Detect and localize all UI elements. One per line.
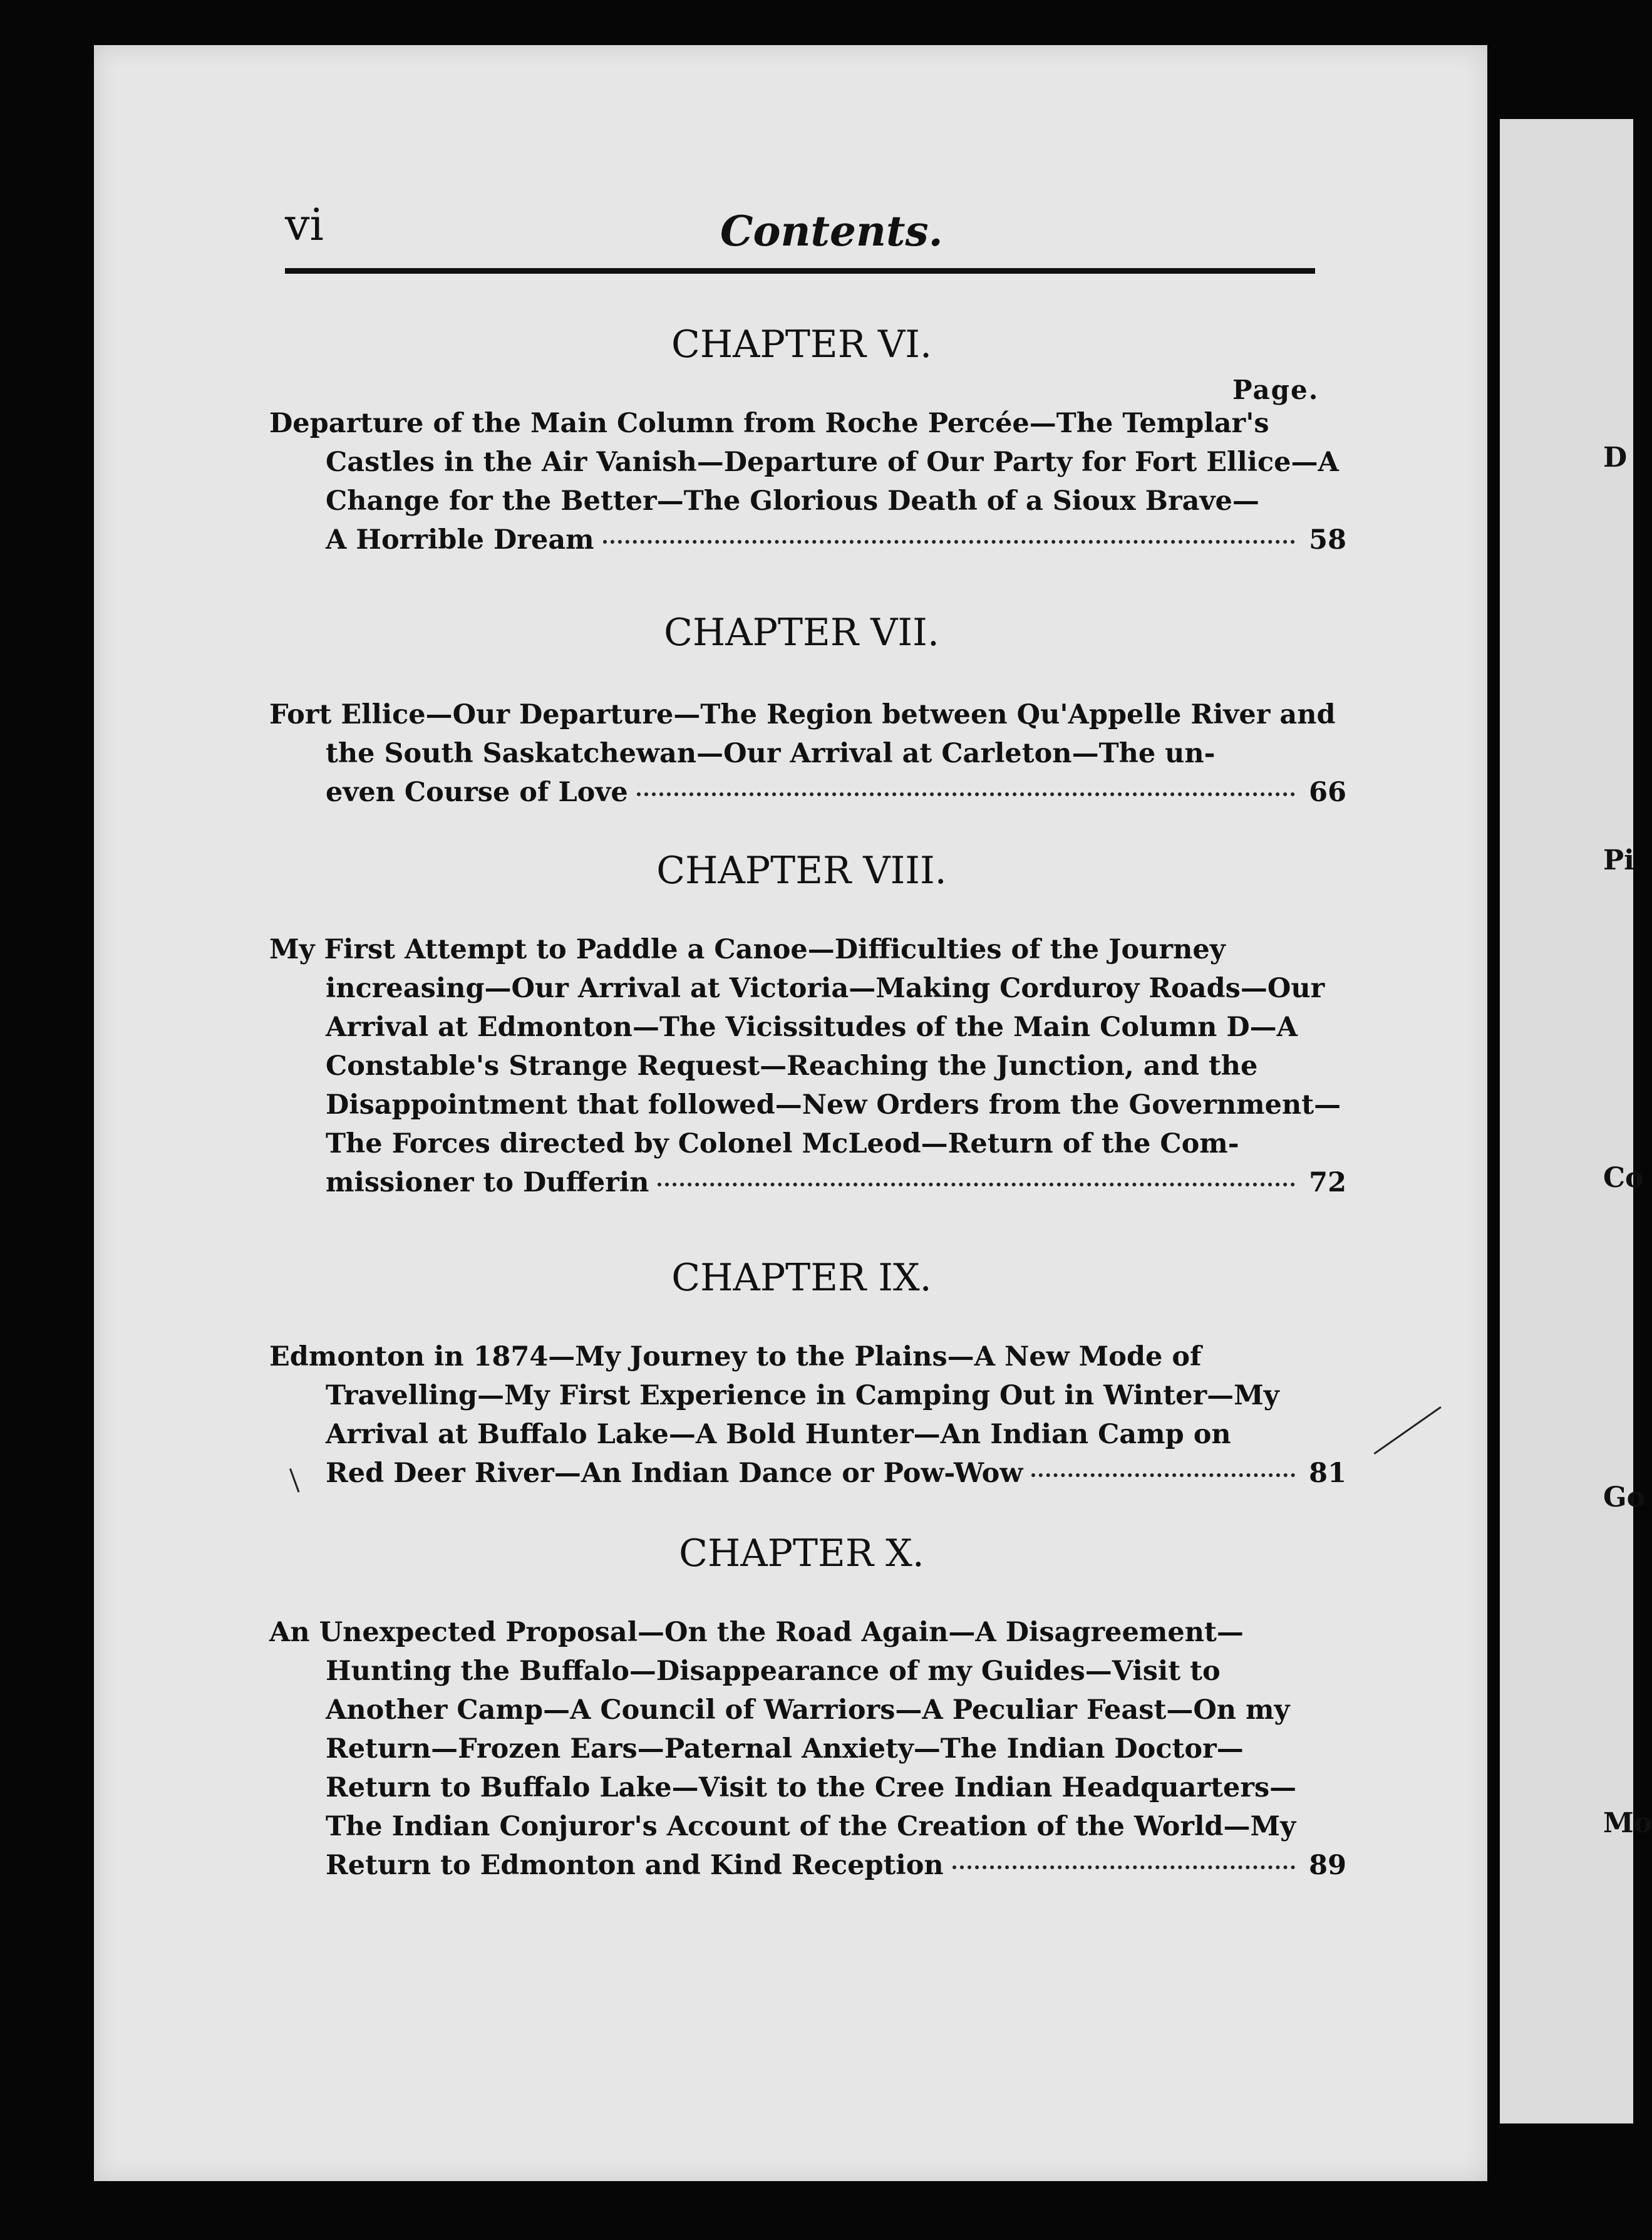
facing-page-fragment: D	[1603, 442, 1628, 474]
chapter-heading: CHAPTER X.	[679, 1532, 924, 1575]
entry-last-line: Return to Edmonton and Kind Reception	[326, 1850, 944, 1881]
entry-last-line: even Course of Love	[326, 777, 628, 808]
facing-page-fragment: Go	[1603, 1481, 1645, 1513]
header-rule	[285, 268, 1315, 274]
chapter-heading: CHAPTER VII.	[664, 611, 939, 655]
page-number: 66	[1309, 777, 1346, 808]
entry-text: An Unexpected Proposal—On the Road Again—A Disagreement—Hunting the Buffalo—Disappearance of my Guides—Visit to Another Camp—A Council of Warriors—A Peculiar Feast—On my Return—Frozen Ears—Paternal Anxiety—The Indian Doctor—Return to Buffalo Lake—Visit to the Cree Indian Headquarters—The Indian Conjuror's Account of the Creation of the World—My	[269, 1617, 1297, 1842]
toc-entry[interactable]	[269, 404, 1346, 559]
toc-entry[interactable]	[269, 1613, 1346, 1885]
toc-entry[interactable]	[269, 930, 1346, 1202]
toc-entry[interactable]	[269, 695, 1346, 812]
running-title: Contents.	[720, 207, 943, 256]
chapter-heading: CHAPTER IX.	[671, 1256, 932, 1300]
toc-entry[interactable]	[269, 1337, 1346, 1493]
leader-dots	[637, 792, 1295, 796]
entry-text: Fort Ellice—Our Departure—The Region between Qu'Appelle River and the South Saskatchewan—Our Arrival at Carleton—The un-	[269, 699, 1336, 769]
entry-text: Edmonton in 1874—My Journey to the Plains—A New Mode of Travelling—My First Experience in Camping Out in Winter—My Arrival at Buffalo Lake—A Bold Hunter—An Indian Camp on	[269, 1341, 1279, 1450]
page-number: 89	[1309, 1850, 1346, 1881]
entry-text: Departure of the Main Column from Roche Percée—The Templar's Castles in the Air Vanish—Departure of Our Party for Fort Ellice—A Change for the Better—The Glorious Death of a Sioux Brave—	[269, 408, 1339, 517]
facing-page-fragment: Pi	[1603, 844, 1634, 876]
entry-last-line: A Horrible Dream	[326, 524, 594, 556]
chapter-heading: CHAPTER VIII.	[656, 849, 947, 893]
folio: vi	[285, 199, 324, 251]
chapter-heading: CHAPTER VI.	[671, 323, 932, 366]
leader-dots	[658, 1183, 1295, 1186]
page-column-label: Page.	[1232, 375, 1319, 405]
leader-dots	[1031, 1473, 1295, 1477]
entry-last-line: Red Deer River—An Indian Dance or Pow-Wow	[326, 1458, 1023, 1489]
entry-text: My First Attempt to Paddle a Canoe—Difficulties of the Journey increasing—Our Arrival at Victoria—Making Corduroy Roads—Our Arrival at Edmonton—The Vicissitudes of the Main Column D—A Constable's Strange Request—Reaching the Junction, and the Disappointment that followed—New Orders from the Government—The Forces directed by Colonel McLeod—Return of the Com-	[269, 934, 1341, 1159]
page-number: 81	[1309, 1458, 1346, 1489]
facing-page-fragment: Mo	[1603, 1807, 1652, 1839]
leader-dots	[603, 540, 1295, 544]
page-number: 72	[1309, 1167, 1346, 1198]
entry-last-line: missioner to Dufferin	[326, 1167, 649, 1198]
page-number: 58	[1309, 524, 1346, 556]
leader-dots	[952, 1865, 1295, 1869]
facing-page-fragment: Co	[1603, 1162, 1644, 1194]
